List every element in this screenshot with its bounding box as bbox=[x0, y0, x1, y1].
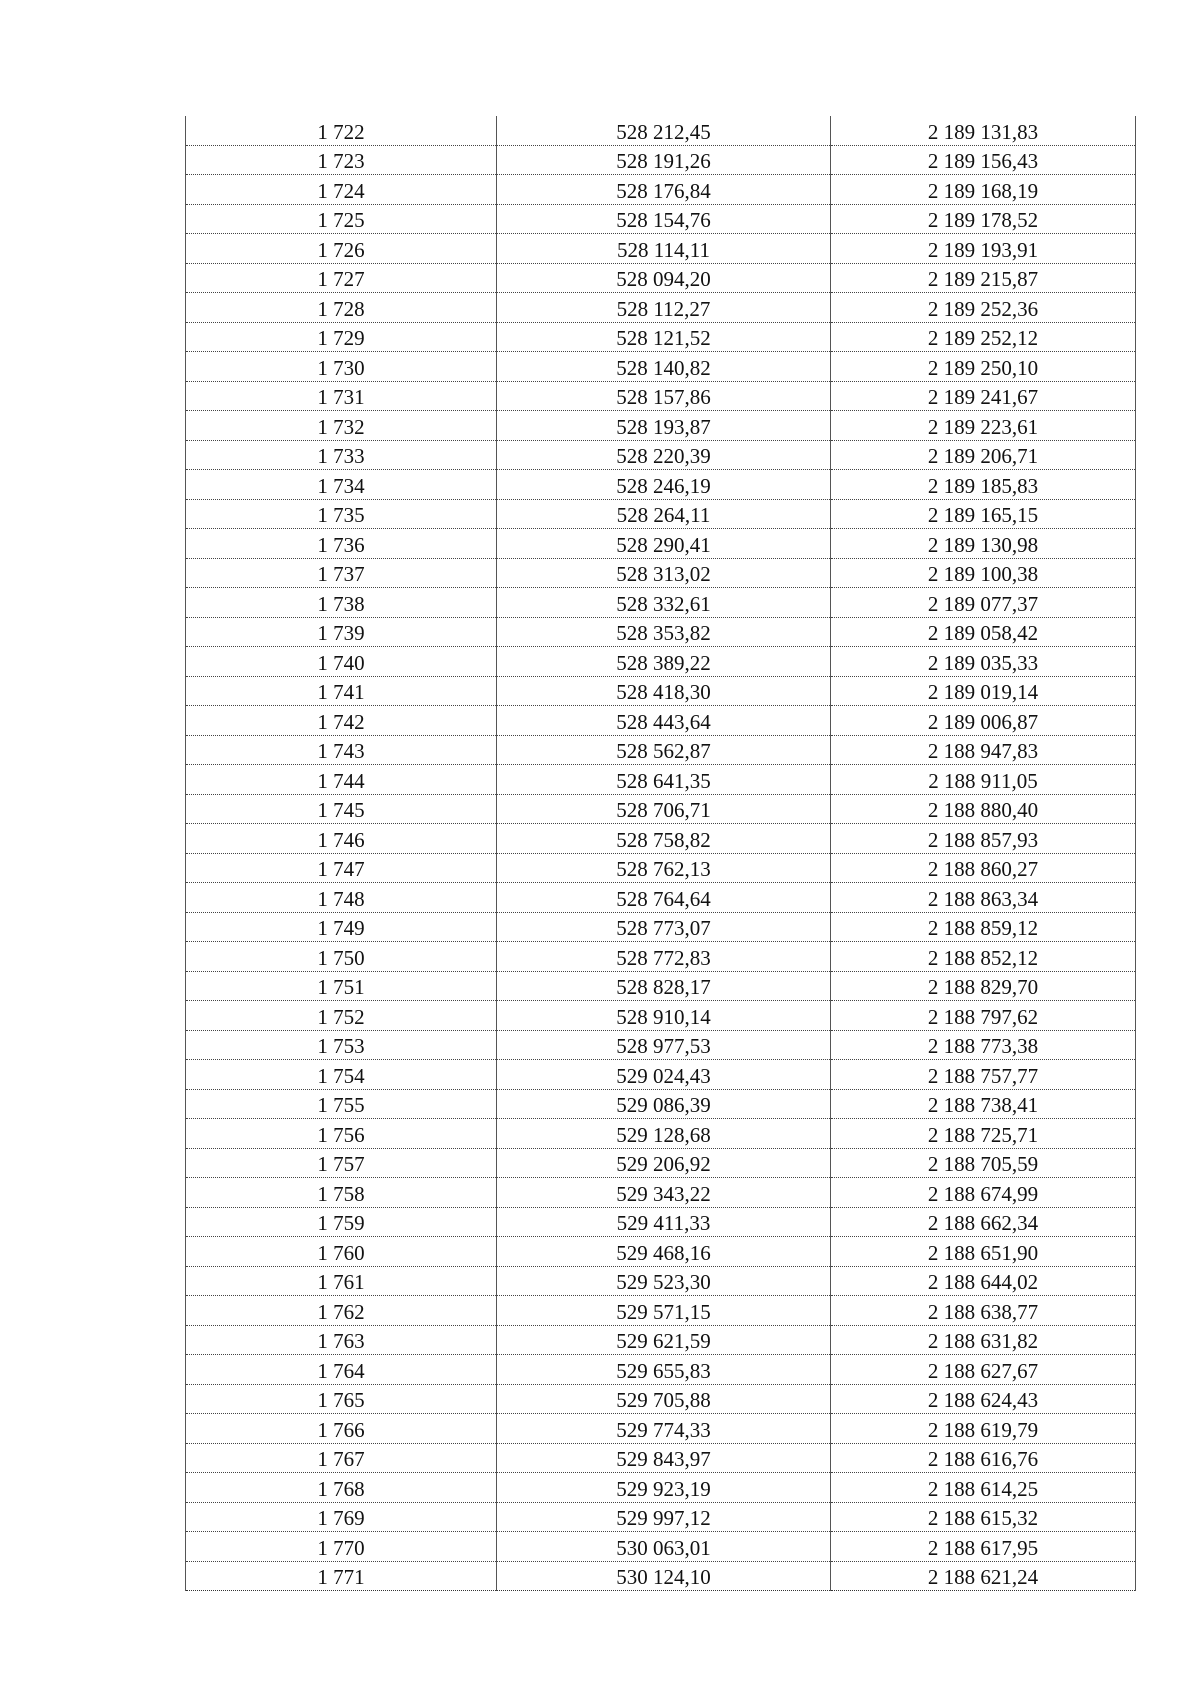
x-coordinate-cell: 529 343,22 bbox=[497, 1178, 831, 1208]
y-coordinate-cell: 2 188 738,41 bbox=[831, 1089, 1136, 1119]
point-number-cell: 1 726 bbox=[186, 234, 497, 264]
point-number-cell: 1 760 bbox=[186, 1237, 497, 1267]
table-row bbox=[186, 204, 1136, 234]
y-coordinate-cell: 2 188 859,12 bbox=[831, 912, 1136, 942]
point-number-cell: 1 764 bbox=[186, 1355, 497, 1385]
x-coordinate-cell: 528 828,17 bbox=[497, 971, 831, 1001]
y-coordinate-cell: 2 188 627,67 bbox=[831, 1355, 1136, 1385]
table-row bbox=[186, 1119, 1136, 1149]
table-row bbox=[186, 470, 1136, 500]
point-number-cell: 1 725 bbox=[186, 204, 497, 234]
table-row bbox=[186, 381, 1136, 411]
y-coordinate-cell: 2 188 616,76 bbox=[831, 1443, 1136, 1473]
point-number-cell: 1 771 bbox=[186, 1561, 497, 1591]
point-number-cell: 1 724 bbox=[186, 175, 497, 205]
y-coordinate-cell: 2 188 863,34 bbox=[831, 883, 1136, 913]
x-coordinate-cell: 528 313,02 bbox=[497, 558, 831, 588]
y-coordinate-cell: 2 189 130,98 bbox=[831, 529, 1136, 559]
x-coordinate-cell: 529 411,33 bbox=[497, 1207, 831, 1237]
table-row bbox=[186, 735, 1136, 765]
table-row bbox=[186, 971, 1136, 1001]
table-row bbox=[186, 706, 1136, 736]
x-coordinate-cell: 528 290,41 bbox=[497, 529, 831, 559]
x-coordinate-cell: 528 443,64 bbox=[497, 706, 831, 736]
table-row bbox=[186, 1473, 1136, 1503]
x-coordinate-cell: 529 843,97 bbox=[497, 1443, 831, 1473]
x-coordinate-cell: 529 774,33 bbox=[497, 1414, 831, 1444]
point-number-cell: 1 767 bbox=[186, 1443, 497, 1473]
point-number-cell: 1 736 bbox=[186, 529, 497, 559]
point-number-cell: 1 757 bbox=[186, 1148, 497, 1178]
y-coordinate-cell: 2 189 252,36 bbox=[831, 293, 1136, 323]
table-row bbox=[186, 558, 1136, 588]
table-row bbox=[186, 824, 1136, 854]
x-coordinate-cell: 529 523,30 bbox=[497, 1266, 831, 1296]
y-coordinate-cell: 2 188 674,99 bbox=[831, 1178, 1136, 1208]
x-coordinate-cell: 528 212,45 bbox=[497, 116, 831, 145]
y-coordinate-cell: 2 189 215,87 bbox=[831, 263, 1136, 293]
y-coordinate-cell: 2 188 880,40 bbox=[831, 794, 1136, 824]
y-coordinate-cell: 2 189 168,19 bbox=[831, 175, 1136, 205]
x-coordinate-cell: 530 063,01 bbox=[497, 1532, 831, 1562]
point-number-cell: 1 755 bbox=[186, 1089, 497, 1119]
table-row bbox=[186, 499, 1136, 529]
coordinates-table bbox=[185, 116, 1136, 1591]
x-coordinate-cell: 528 193,87 bbox=[497, 411, 831, 441]
point-number-cell: 1 754 bbox=[186, 1060, 497, 1090]
point-number-cell: 1 728 bbox=[186, 293, 497, 323]
x-coordinate-cell: 528 418,30 bbox=[497, 676, 831, 706]
x-coordinate-cell: 528 910,14 bbox=[497, 1001, 831, 1031]
table-row bbox=[186, 794, 1136, 824]
table-row bbox=[186, 411, 1136, 441]
y-coordinate-cell: 2 188 651,90 bbox=[831, 1237, 1136, 1267]
table-row bbox=[186, 234, 1136, 264]
point-number-cell: 1 746 bbox=[186, 824, 497, 854]
point-number-cell: 1 753 bbox=[186, 1030, 497, 1060]
x-coordinate-cell: 528 762,13 bbox=[497, 853, 831, 883]
point-number-cell: 1 759 bbox=[186, 1207, 497, 1237]
point-number-cell: 1 743 bbox=[186, 735, 497, 765]
table-row bbox=[186, 1532, 1136, 1562]
y-coordinate-cell: 2 189 156,43 bbox=[831, 145, 1136, 175]
y-coordinate-cell: 2 188 705,59 bbox=[831, 1148, 1136, 1178]
point-number-cell: 1 750 bbox=[186, 942, 497, 972]
x-coordinate-cell: 528 220,39 bbox=[497, 440, 831, 470]
y-coordinate-cell: 2 189 058,42 bbox=[831, 617, 1136, 647]
point-number-cell: 1 756 bbox=[186, 1119, 497, 1149]
table-row bbox=[186, 175, 1136, 205]
y-coordinate-cell: 2 188 829,70 bbox=[831, 971, 1136, 1001]
y-coordinate-cell: 2 189 223,61 bbox=[831, 411, 1136, 441]
table-row bbox=[186, 1443, 1136, 1473]
point-number-cell: 1 729 bbox=[186, 322, 497, 352]
point-number-cell: 1 745 bbox=[186, 794, 497, 824]
x-coordinate-cell: 529 468,16 bbox=[497, 1237, 831, 1267]
table-row bbox=[186, 588, 1136, 618]
x-coordinate-cell: 528 764,64 bbox=[497, 883, 831, 913]
table-row bbox=[186, 1060, 1136, 1090]
table-row bbox=[186, 1384, 1136, 1414]
table-row bbox=[186, 1414, 1136, 1444]
y-coordinate-cell: 2 189 035,33 bbox=[831, 647, 1136, 677]
y-coordinate-cell: 2 189 165,15 bbox=[831, 499, 1136, 529]
y-coordinate-cell: 2 189 006,87 bbox=[831, 706, 1136, 736]
y-coordinate-cell: 2 188 773,38 bbox=[831, 1030, 1136, 1060]
x-coordinate-cell: 529 621,59 bbox=[497, 1325, 831, 1355]
x-coordinate-cell: 528 389,22 bbox=[497, 647, 831, 677]
point-number-cell: 1 748 bbox=[186, 883, 497, 913]
x-coordinate-cell: 529 997,12 bbox=[497, 1502, 831, 1532]
point-number-cell: 1 737 bbox=[186, 558, 497, 588]
table-row bbox=[186, 1237, 1136, 1267]
point-number-cell: 1 732 bbox=[186, 411, 497, 441]
point-number-cell: 1 731 bbox=[186, 381, 497, 411]
point-number-cell: 1 739 bbox=[186, 617, 497, 647]
x-coordinate-cell: 528 706,71 bbox=[497, 794, 831, 824]
x-coordinate-cell: 528 977,53 bbox=[497, 1030, 831, 1060]
x-coordinate-cell: 529 206,92 bbox=[497, 1148, 831, 1178]
table-row bbox=[186, 529, 1136, 559]
point-number-cell: 1 742 bbox=[186, 706, 497, 736]
point-number-cell: 1 770 bbox=[186, 1532, 497, 1562]
x-coordinate-cell: 529 655,83 bbox=[497, 1355, 831, 1385]
x-coordinate-cell: 528 154,76 bbox=[497, 204, 831, 234]
x-coordinate-cell: 528 191,26 bbox=[497, 145, 831, 175]
point-number-cell: 1 734 bbox=[186, 470, 497, 500]
table-row bbox=[186, 647, 1136, 677]
y-coordinate-cell: 2 188 757,77 bbox=[831, 1060, 1136, 1090]
y-coordinate-cell: 2 188 614,25 bbox=[831, 1473, 1136, 1503]
table-row bbox=[186, 145, 1136, 175]
y-coordinate-cell: 2 188 615,32 bbox=[831, 1502, 1136, 1532]
table-row bbox=[186, 1030, 1136, 1060]
y-coordinate-cell: 2 189 193,91 bbox=[831, 234, 1136, 264]
x-coordinate-cell: 528 264,11 bbox=[497, 499, 831, 529]
point-number-cell: 1 744 bbox=[186, 765, 497, 795]
point-number-cell: 1 733 bbox=[186, 440, 497, 470]
y-coordinate-cell: 2 188 624,43 bbox=[831, 1384, 1136, 1414]
y-coordinate-cell: 2 188 644,02 bbox=[831, 1266, 1136, 1296]
point-number-cell: 1 763 bbox=[186, 1325, 497, 1355]
x-coordinate-cell: 530 124,10 bbox=[497, 1561, 831, 1591]
table-row bbox=[186, 617, 1136, 647]
y-coordinate-cell: 2 189 250,10 bbox=[831, 352, 1136, 382]
point-number-cell: 1 741 bbox=[186, 676, 497, 706]
x-coordinate-cell: 529 128,68 bbox=[497, 1119, 831, 1149]
y-coordinate-cell: 2 188 860,27 bbox=[831, 853, 1136, 883]
x-coordinate-cell: 529 923,19 bbox=[497, 1473, 831, 1503]
x-coordinate-cell: 528 140,82 bbox=[497, 352, 831, 382]
x-coordinate-cell: 528 157,86 bbox=[497, 381, 831, 411]
y-coordinate-cell: 2 189 185,83 bbox=[831, 470, 1136, 500]
y-coordinate-cell: 2 189 131,83 bbox=[831, 116, 1136, 145]
table-row bbox=[186, 942, 1136, 972]
y-coordinate-cell: 2 188 797,62 bbox=[831, 1001, 1136, 1031]
point-number-cell: 1 768 bbox=[186, 1473, 497, 1503]
table-row bbox=[186, 1325, 1136, 1355]
point-number-cell: 1 727 bbox=[186, 263, 497, 293]
x-coordinate-cell: 529 571,15 bbox=[497, 1296, 831, 1326]
point-number-cell: 1 752 bbox=[186, 1001, 497, 1031]
y-coordinate-cell: 2 188 621,24 bbox=[831, 1561, 1136, 1591]
table-row bbox=[186, 1089, 1136, 1119]
table-row bbox=[186, 1355, 1136, 1385]
y-coordinate-cell: 2 189 252,12 bbox=[831, 322, 1136, 352]
x-coordinate-cell: 528 562,87 bbox=[497, 735, 831, 765]
table-row bbox=[186, 440, 1136, 470]
table-row bbox=[186, 293, 1136, 323]
table-row bbox=[186, 1178, 1136, 1208]
point-number-cell: 1 738 bbox=[186, 588, 497, 618]
table-row bbox=[186, 912, 1136, 942]
x-coordinate-cell: 529 086,39 bbox=[497, 1089, 831, 1119]
table-row bbox=[186, 322, 1136, 352]
y-coordinate-cell: 2 188 619,79 bbox=[831, 1414, 1136, 1444]
table-row bbox=[186, 352, 1136, 382]
table-row bbox=[186, 116, 1136, 145]
point-number-cell: 1 740 bbox=[186, 647, 497, 677]
table-row bbox=[186, 765, 1136, 795]
x-coordinate-cell: 528 641,35 bbox=[497, 765, 831, 795]
x-coordinate-cell: 528 353,82 bbox=[497, 617, 831, 647]
point-number-cell: 1 766 bbox=[186, 1414, 497, 1444]
y-coordinate-cell: 2 188 857,93 bbox=[831, 824, 1136, 854]
point-number-cell: 1 747 bbox=[186, 853, 497, 883]
y-coordinate-cell: 2 189 241,67 bbox=[831, 381, 1136, 411]
x-coordinate-cell: 528 176,84 bbox=[497, 175, 831, 205]
y-coordinate-cell: 2 188 852,12 bbox=[831, 942, 1136, 972]
x-coordinate-cell: 528 772,83 bbox=[497, 942, 831, 972]
point-number-cell: 1 761 bbox=[186, 1266, 497, 1296]
y-coordinate-cell: 2 188 911,05 bbox=[831, 765, 1136, 795]
table-row bbox=[186, 1001, 1136, 1031]
y-coordinate-cell: 2 189 077,37 bbox=[831, 588, 1136, 618]
y-coordinate-cell: 2 188 947,83 bbox=[831, 735, 1136, 765]
y-coordinate-cell: 2 188 617,95 bbox=[831, 1532, 1136, 1562]
x-coordinate-cell: 529 024,43 bbox=[497, 1060, 831, 1090]
point-number-cell: 1 769 bbox=[186, 1502, 497, 1532]
x-coordinate-cell: 528 246,19 bbox=[497, 470, 831, 500]
x-coordinate-cell: 528 121,52 bbox=[497, 322, 831, 352]
point-number-cell: 1 765 bbox=[186, 1384, 497, 1414]
table-row bbox=[186, 263, 1136, 293]
x-coordinate-cell: 528 332,61 bbox=[497, 588, 831, 618]
x-coordinate-cell: 528 094,20 bbox=[497, 263, 831, 293]
x-coordinate-cell: 529 705,88 bbox=[497, 1384, 831, 1414]
x-coordinate-cell: 528 114,11 bbox=[497, 234, 831, 264]
table-row bbox=[186, 1561, 1136, 1591]
x-coordinate-cell: 528 112,27 bbox=[497, 293, 831, 323]
point-number-cell: 1 722 bbox=[186, 116, 497, 145]
table-row bbox=[186, 676, 1136, 706]
x-coordinate-cell: 528 758,82 bbox=[497, 824, 831, 854]
table-row bbox=[186, 1296, 1136, 1326]
y-coordinate-cell: 2 189 100,38 bbox=[831, 558, 1136, 588]
y-coordinate-cell: 2 188 662,34 bbox=[831, 1207, 1136, 1237]
point-number-cell: 1 751 bbox=[186, 971, 497, 1001]
point-number-cell: 1 758 bbox=[186, 1178, 497, 1208]
y-coordinate-cell: 2 188 725,71 bbox=[831, 1119, 1136, 1149]
y-coordinate-cell: 2 188 631,82 bbox=[831, 1325, 1136, 1355]
coordinates-table-body bbox=[186, 116, 1136, 1591]
table-row bbox=[186, 1148, 1136, 1178]
table-row bbox=[186, 1266, 1136, 1296]
table-row bbox=[186, 853, 1136, 883]
y-coordinate-cell: 2 188 638,77 bbox=[831, 1296, 1136, 1326]
x-coordinate-cell: 528 773,07 bbox=[497, 912, 831, 942]
table-row bbox=[186, 1207, 1136, 1237]
point-number-cell: 1 730 bbox=[186, 352, 497, 382]
y-coordinate-cell: 2 189 178,52 bbox=[831, 204, 1136, 234]
point-number-cell: 1 723 bbox=[186, 145, 497, 175]
table-row bbox=[186, 1502, 1136, 1532]
table-row bbox=[186, 883, 1136, 913]
y-coordinate-cell: 2 189 206,71 bbox=[831, 440, 1136, 470]
point-number-cell: 1 735 bbox=[186, 499, 497, 529]
point-number-cell: 1 762 bbox=[186, 1296, 497, 1326]
point-number-cell: 1 749 bbox=[186, 912, 497, 942]
y-coordinate-cell: 2 189 019,14 bbox=[831, 676, 1136, 706]
